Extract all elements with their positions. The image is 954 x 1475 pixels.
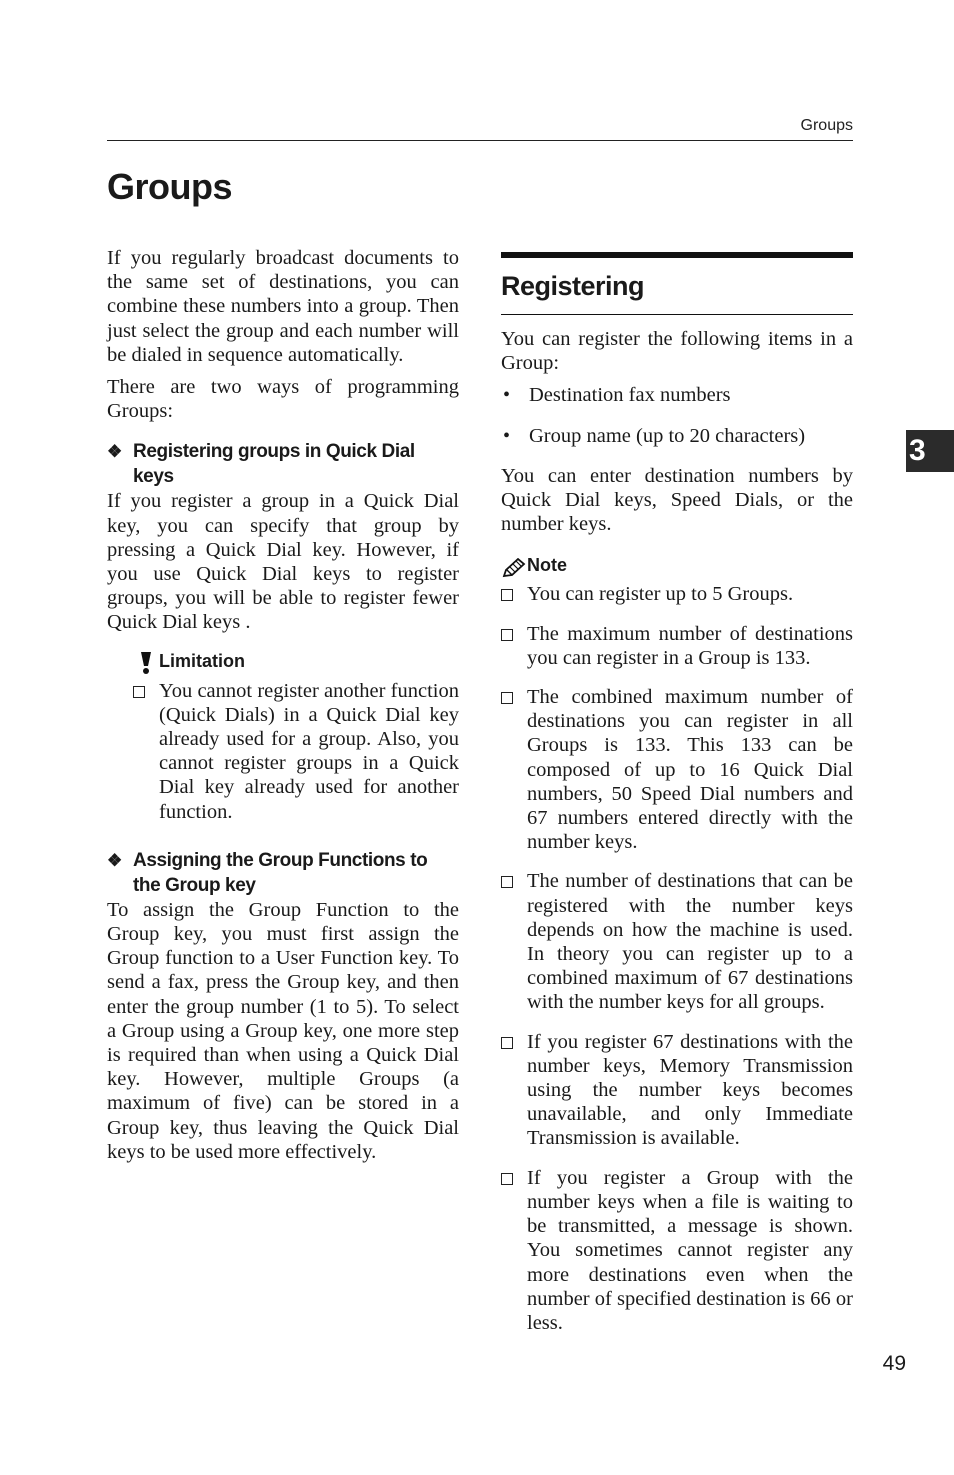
note-item-text: If you register a Group with the number keys when a file is waiting to be transmitted, a message is shown. You sometimes cannot register any more destinations even when the number of specified destination is 66 or less.	[527, 1166, 853, 1334]
note-item-text: The maximum number of destinations you can register in a Group is 133.	[527, 622, 853, 669]
note-item	[501, 685, 853, 862]
intro-paragraph: If you regularly broadcast documents to the same set of destinations, you can combine these numbers into a group. Then just select the group and each number will be dialed in sequence automatically.	[107, 247, 459, 366]
limitation-label: Limitation	[159, 651, 245, 672]
diamond-bullet-icon: ❖	[107, 442, 122, 462]
list-item-text: Destination fax numbers	[529, 384, 731, 407]
note-heading	[501, 552, 853, 578]
limitation-item-text: You cannot register another function (Quick Dials) in a Quick Dial key already used for a group. Also, you cannot register groups in a Quick Dial key already used for another function.	[159, 679, 459, 823]
bullet-dot-icon: •	[503, 384, 511, 407]
list-item	[501, 383, 853, 415]
limitation-heading	[133, 649, 459, 675]
subhead-quick-dial-label: Registering groups in Quick Dial keys	[133, 441, 415, 488]
subhead-group-key-label: Assigning the Group Functions to the Group key	[133, 849, 428, 896]
header-rule	[107, 140, 853, 141]
checkbox-square-icon	[501, 1166, 527, 1190]
note-item	[501, 1166, 853, 1343]
group-key-paragraph: To assign the Group Function to the Group key, you must first assign the Group function to a User Function key. To send a fax, press the Group key, and then enter the group number (1 to 5). To select a Group using a Group key, one more step is required than when using a Quick Dial key. However, multiple Groups (a maximum of five) can be stored in a Group key, thus leaving the Quick Dial keys to be used more effectively.	[107, 898, 459, 1163]
pencil-icon	[501, 552, 527, 578]
list-item	[501, 424, 853, 456]
subhead-quick-dial	[107, 439, 459, 489]
note-item	[501, 1030, 853, 1159]
exclamation-icon	[133, 649, 159, 675]
right-column	[501, 252, 853, 1350]
diamond-bullet-icon: ❖	[107, 850, 122, 870]
note-item-text: The number of destinations that can be registered with the number keys depends on how the machine is used. In theory you can register up to a combined maximum of 67 destinations with the number keys for all groups.	[527, 870, 853, 1014]
section-title: Registering	[501, 271, 645, 301]
subhead-group-key	[107, 848, 459, 898]
chapter-tab: 3	[906, 430, 954, 472]
page-number: 49	[882, 1352, 906, 1375]
note-item-text: The combined maximum number of destinations you can register in all Groups is 133. This 133 can be composed of up to 16 Quick Dial numbers, 50 Speed Dial numbers and 67 numbers entered directly with the number keys.	[527, 686, 853, 854]
note-item-text: You can register up to 5 Groups.	[527, 583, 794, 606]
note-item-text: If you register 67 destinations with the number keys, Memory Transmission using the number keys becomes unavailable, and only Immediate Transmission is available.	[527, 1030, 853, 1150]
limitation-item	[133, 679, 459, 832]
registering-paragraph-2: You can enter destination numbers by Quick Dial keys, Speed Dials, or the number keys.	[501, 464, 853, 536]
limitation-callout	[133, 649, 459, 832]
intro-paragraph-2: There are two ways of programming Groups:	[107, 376, 459, 423]
checkbox-square-icon	[501, 685, 527, 709]
left-column	[107, 246, 459, 1172]
running-header: Groups	[800, 117, 853, 134]
note-item	[501, 582, 853, 614]
checkbox-square-icon	[133, 679, 159, 703]
note-item	[501, 869, 853, 1022]
checkbox-square-icon	[501, 869, 527, 893]
registering-intro: You can register the following items in a Group:	[501, 328, 853, 375]
checkbox-square-icon	[501, 582, 527, 606]
page-title: Groups	[107, 166, 233, 207]
section-rule-top	[501, 252, 853, 258]
section-rule-bottom	[501, 314, 853, 315]
note-item	[501, 622, 853, 678]
checkbox-square-icon	[501, 622, 527, 646]
bullet-dot-icon: •	[503, 424, 511, 447]
checkbox-square-icon	[501, 1030, 527, 1054]
note-label: Note	[527, 554, 567, 575]
quick-dial-paragraph: If you register a group in a Quick Dial key, you can specify that group by pressing a Quick Dial key. However, if you use Quick Dial keys to register groups, you will be able to register fewer Quick Dial keys .	[107, 490, 459, 634]
list-item-text: Group name (up to 20 characters)	[529, 424, 806, 447]
